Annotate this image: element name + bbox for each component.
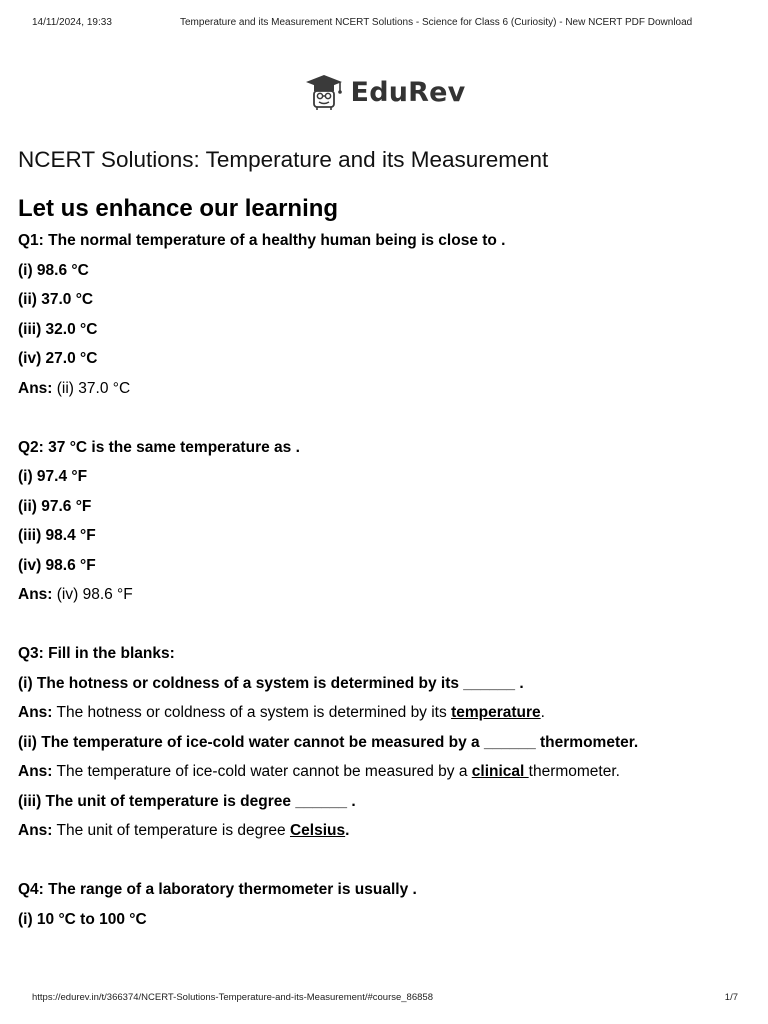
q2-option: (i) 97.4 °F <box>18 468 88 485</box>
answer-text-end: thermometer. <box>528 763 620 780</box>
q3-question: Q3: Fill in the blanks: <box>18 645 175 662</box>
q2-option: (ii) 97.6 °F <box>18 497 92 515</box>
print-footer <box>32 992 738 1006</box>
q2-answer <box>18 580 748 610</box>
document-title: NCERT Solutions: Temperature and its Measurement <box>18 147 549 172</box>
ans-label: Ans: <box>18 379 53 397</box>
document-body <box>18 140 748 934</box>
q3-part-prompt: (iii) The unit of temperature is degree ______ . <box>18 792 356 810</box>
ans-label: Ans: <box>18 822 53 839</box>
q2-option: (iii) 98.4 °F <box>18 527 96 544</box>
answer-text: (iv) 98.6 °F <box>52 586 133 603</box>
q3-part-answer <box>18 816 748 846</box>
q4-question: Q4: The range of a laboratory thermometer is usually . <box>18 881 417 898</box>
print-datetime: 14/11/2024, 19:33 <box>32 17 112 28</box>
answer-text: The temperature of ice-cold water cannot be measured by a <box>52 763 472 780</box>
q1-option: (ii) 37.0 °C <box>18 291 94 308</box>
q1-option: (iii) 32.0 °C <box>18 320 98 338</box>
ans-label: Ans: <box>18 763 53 780</box>
q1-option: (iv) 27.0 °C <box>18 350 98 367</box>
q2-question: Q2: 37 °C is the same temperature as . <box>18 438 300 456</box>
q3-part-answer <box>18 698 748 728</box>
ans-label: Ans: <box>18 586 53 603</box>
brand-name: EduRev <box>350 76 466 108</box>
ans-label: Ans: <box>18 704 53 721</box>
q1-option: (i) 98.6 °C <box>18 261 89 279</box>
print-header <box>32 17 736 31</box>
answer-keyword: Celsius <box>289 822 346 839</box>
answer-text: The unit of temperature is degree <box>52 822 290 839</box>
answer-keyword: clinical <box>471 763 529 780</box>
q1-question: Q1: The normal temperature of a healthy human being is close to . <box>18 232 506 249</box>
q1-answer <box>18 374 748 404</box>
edurev-logo[interactable] <box>0 72 768 112</box>
answer-text-end: . <box>540 704 545 721</box>
answer-text: (ii) 37.0 °C <box>52 379 131 397</box>
print-url[interactable]: https://edurev.in/t/366374/NCERT-Solutions-Temperature-and-its-Measurement/#course_86858 <box>32 992 433 1003</box>
answer-keyword: temperature <box>451 704 541 721</box>
page-number: 1/7 <box>724 992 738 1003</box>
section-heading: Let us enhance our learning <box>18 195 339 222</box>
answer-text: The hotness or coldness of a system is determined by its <box>52 704 452 721</box>
q3-part-answer <box>18 757 748 787</box>
answer-text-end: . <box>345 822 350 839</box>
q2-option: (iv) 98.6 °F <box>18 556 96 574</box>
q4-option: (i) 10 °C to 100 °C <box>18 910 147 928</box>
q3-part-prompt: (i) The hotness or coldness of a system is determined by its ______ . <box>18 674 524 692</box>
q3-part-prompt: (ii) The temperature of ice-cold water cannot be measured by a ______ thermometer. <box>18 733 639 751</box>
print-page-title: Temperature and its Measurement NCERT Solutions - Science for Class 6 (Curiosity) - New NCERT PDF Download <box>180 17 693 28</box>
graduation-cap-student-icon <box>303 73 345 111</box>
